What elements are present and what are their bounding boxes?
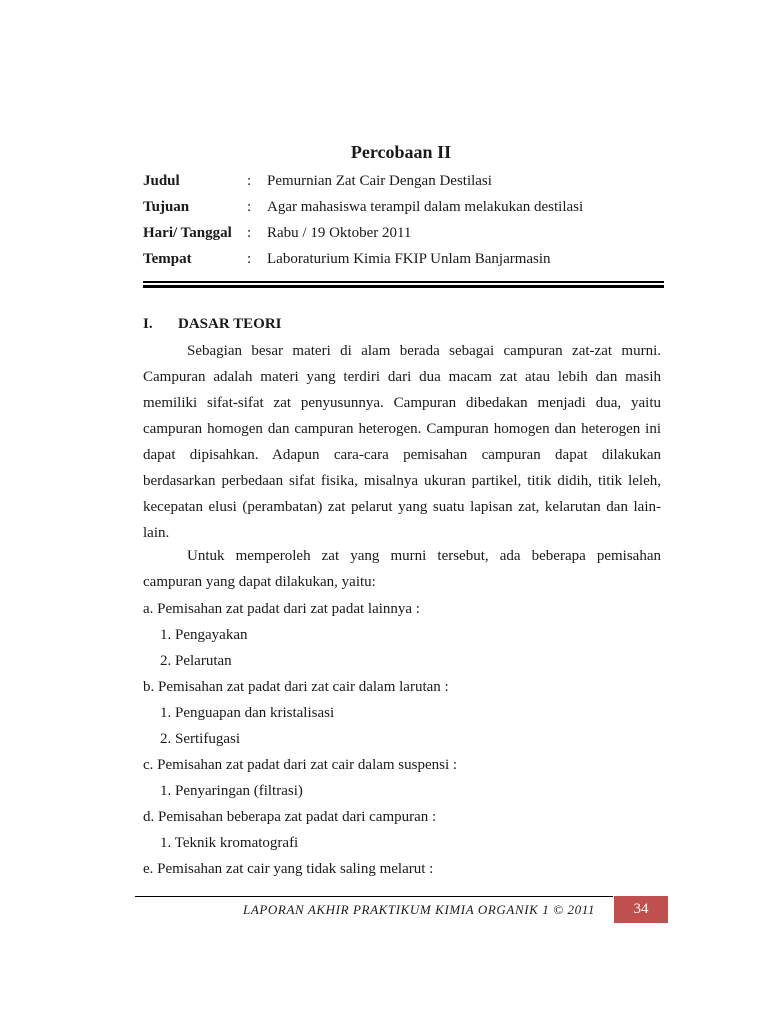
list-item [143,807,436,827]
list-text: Pemisahan zat padat dari zat cair dalam larutan : [158,679,449,695]
meta-colon: : [247,251,252,267]
meta-label: Hari/ Tanggal [143,225,232,241]
list-item [160,781,303,801]
header-divider-thick [143,285,664,288]
list-marker: 1. [160,705,172,721]
footer-divider [135,896,613,897]
list-text: Teknik kromatografi [174,835,299,851]
page-title: Percobaan II [350,142,452,162]
list-item [160,651,232,671]
list-marker: 1. [160,783,172,799]
meta-value: Agar mahasiswa terampil dalam melakukan destilasi [267,199,584,215]
list-marker: 2. [160,731,172,747]
footer-title: LAPORAN AKHIR PRAKTIKUM KIMIA ORGANIK 1 © 2011 [243,902,595,917]
list-item [143,599,420,619]
list-item [160,625,247,645]
list-marker: e. [143,861,154,877]
meta-value: Pemurnian Zat Cair Dengan Destilasi [267,173,492,189]
meta-colon: : [247,173,252,189]
list-text: Penguapan dan kristalisasi [175,705,335,721]
list-text: Pemisahan zat padat dari zat cair dalam suspensi : [157,757,458,773]
list-text: Pemisahan zat cair yang tidak saling melarut : [157,861,434,877]
meta-label: Tujuan [143,199,190,215]
list-item [143,755,457,775]
section-number: I. [143,316,153,332]
meta-label: Tempat [143,251,192,267]
header-divider-thin [143,281,664,283]
list-marker: b. [143,679,155,695]
list-text: Pemisahan beberapa zat padat dari campuran : [158,809,437,825]
list-text: Pemisahan zat padat dari zat padat lainnya : [157,601,420,617]
paragraph-methods: Untuk memperoleh zat yang murni tersebut, ada beberapa pemisahan campuran yang dapat dilakukan, yaitu: [143,548,661,590]
section-title: DASAR TEORI [178,316,282,332]
meta-colon: : [247,199,252,215]
meta-value: Rabu / 19 Oktober 2011 [267,225,412,241]
page-number-badge: 34 [614,896,668,923]
list-text: Sertifugasi [175,731,240,747]
list-item [160,729,240,749]
list-marker: c. [143,757,154,773]
meta-colon: : [247,225,252,241]
list-item [143,859,433,879]
list-marker: 1. [160,835,172,851]
paragraph-intro: Sebagian besar materi di alam berada sebagai campuran zat-zat murni. Campuran adalah materi yang terdiri dari dua macam zat atau lebih dan masih memiliki sifat-sifat zat penyusunnya. Campuran dibedakan menjadi dua, yaitu campuran homogen dan campuran heterogen. Campuran homogen dan heterogen ini dapat dipisahkan. Adapun cara-cara pemisahan campuran dapat dilakukan berdasarkan perbedaan sifat fisika, misalnya ukuran partikel, titik didih, titik leleh, kecepatan elusi (perambatan) zat pelarut yang suatu lapisan zat, kelarutan dan lain-lain. [143,343,661,541]
list-marker: 1. [160,627,172,643]
list-text: Pengayakan [175,627,248,643]
list-item [160,833,298,853]
meta-label: Judul [143,173,180,189]
list-text: Pelarutan [175,653,232,669]
list-marker: d. [143,809,155,825]
meta-value: Laboraturium Kimia FKIP Unlam Banjarmasin [267,251,551,267]
list-text: Penyaringan (filtrasi) [175,783,303,799]
list-item [160,703,334,723]
list-marker: 2. [160,653,172,669]
list-marker: a. [143,601,154,617]
list-item [143,677,449,697]
